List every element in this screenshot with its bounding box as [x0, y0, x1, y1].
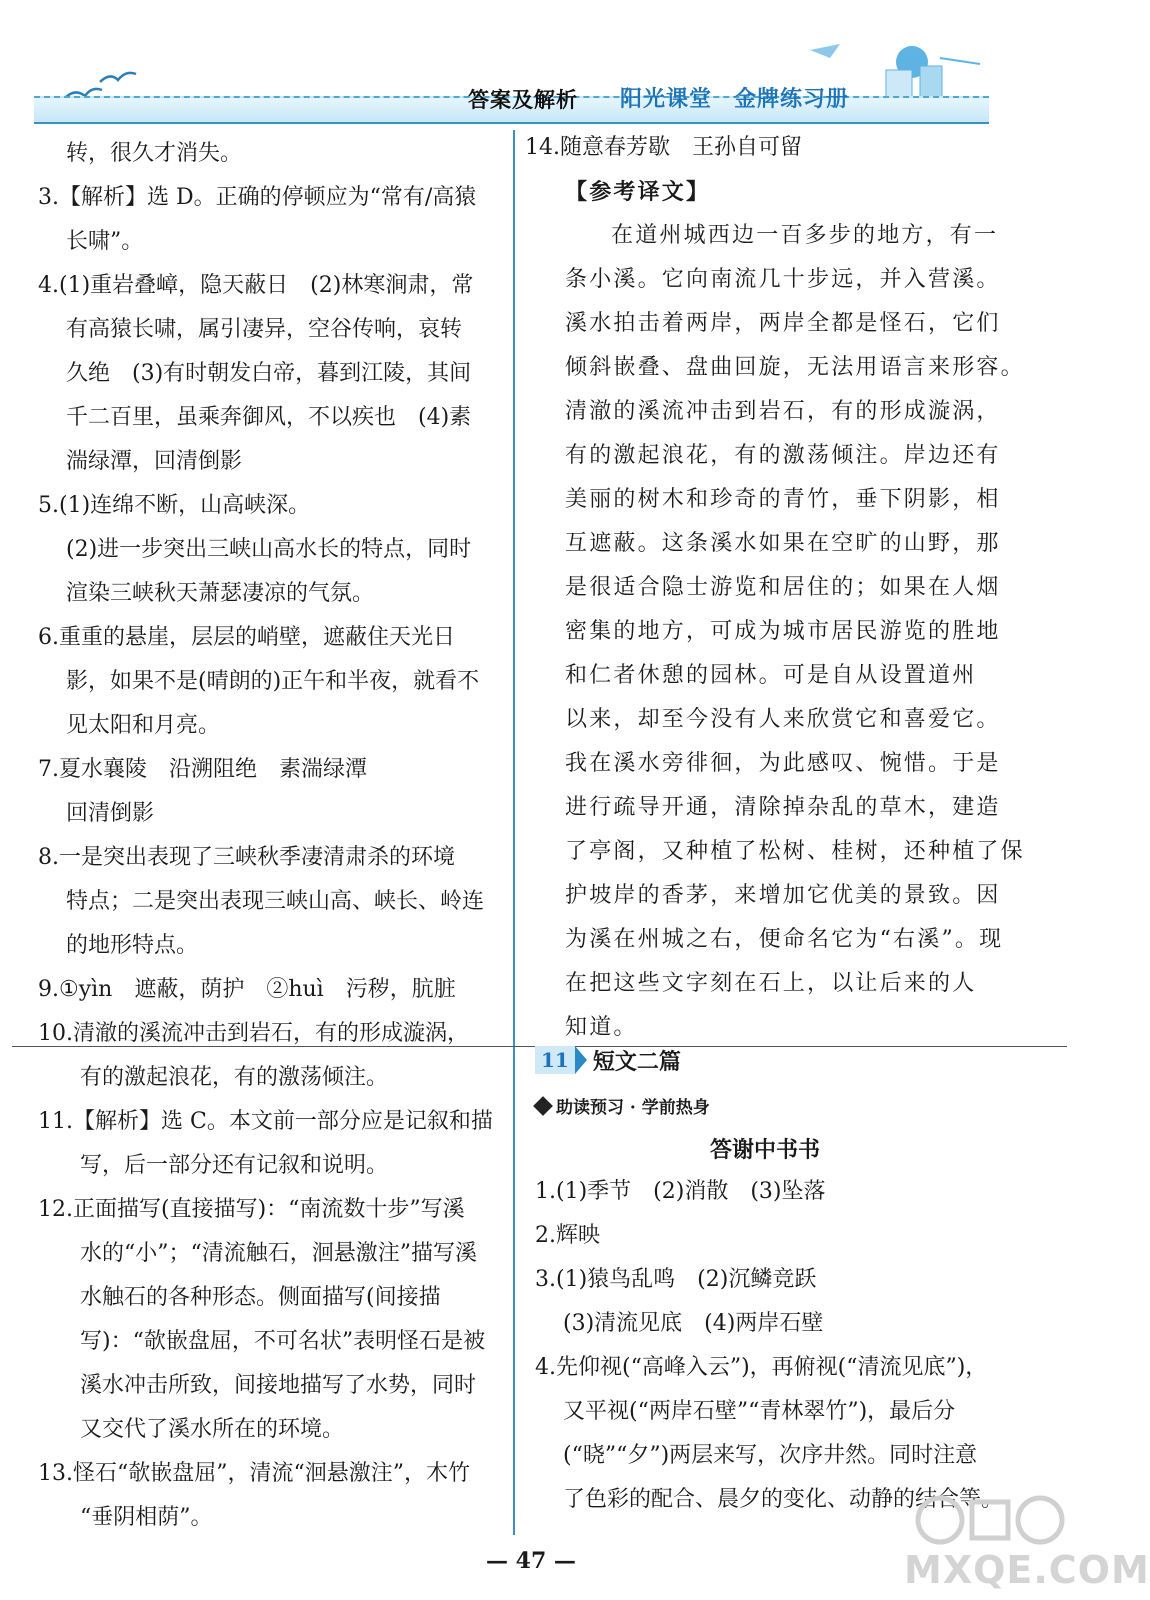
text-line: 了色彩的配合、晨夕的变化、动静的结合等。: [563, 1487, 1004, 1512]
text-line: “垂阴相荫”。: [80, 1505, 213, 1530]
text-line: 渲染三峡秋天萧瑟凄凉的气氛。: [66, 581, 375, 606]
right-column: [525, 126, 1025, 1050]
text-line: 又交代了溪水所在的环境。: [80, 1417, 345, 1442]
translation-line: 在道州城西边一百多步的地方，有一: [611, 223, 999, 248]
text-line: 有的激起浪花，有的激荡倾注。: [80, 1065, 389, 1090]
translation-line: 护坡岸的香茅，来增加它优美的景致。因: [565, 883, 1001, 908]
text-line: 写)：“欹嵌盘屈，不可名状”表明怪石是被: [80, 1329, 486, 1354]
translation-line: 在把这些文字刻在石上，以让后来的人: [565, 971, 977, 996]
sub-heading: [536, 1093, 710, 1118]
answer-12: 12.正面描写(直接描写)：“南流数十步”写溪: [38, 1197, 465, 1222]
answer-11: 11.【解析】选 C。本文前一部分应是记叙和描: [38, 1109, 493, 1134]
text-line: (3)清流见底 (4)两岸石壁: [563, 1311, 824, 1336]
translation-line: 有的激起浪花，有的激荡倾注。岸边还有: [565, 443, 1001, 468]
answer-7: 7.夏水襄陵 沿溯阻绝 素湍绿潭: [38, 757, 367, 782]
translation-line: 以来，却至今没有人来欣赏它和喜爱它。: [565, 707, 1001, 732]
answer-3: 3.【解析】选 D。正确的停顿应为“常有/高猿: [38, 185, 477, 210]
brand-name-1: 阳光课堂: [620, 86, 713, 112]
translation-line: 条小溪。它向南流几十步远，并入营溪。: [565, 267, 1001, 292]
text-line: 久绝 (3)有时朝发白帝，暮到江陵，其间: [66, 361, 472, 386]
text-line: (2)进一步突出三峡山高水长的特点，同时: [66, 537, 472, 562]
section-heading: [535, 1044, 681, 1076]
section-title: 短文二篇: [592, 1048, 681, 1075]
text-line: (“晓”“夕”)两层来写，次序井然。同时注意: [563, 1443, 978, 1468]
answer-9: 9.①yìn 遮蔽，荫护 ②huì 污秽，肮脏: [38, 977, 456, 1002]
text-line: 转，很久才消失。: [66, 141, 243, 166]
header-brand: [620, 82, 871, 113]
text-line: 有高猿长啸，属引凄异，空谷传响，哀转: [66, 317, 463, 342]
header-title: 答案及解析: [468, 87, 578, 112]
sub-heading-label: 助读预习 · 学前热身: [556, 1098, 710, 1118]
answer-6: 6.重重的悬崖，层层的峭壁，遮蔽住天光日: [38, 625, 455, 650]
lesson-title: 答谢中书书: [709, 1137, 820, 1163]
translation-line: 了亭阁，又种植了松树、桂树，还种植了保: [565, 839, 1025, 864]
section-number: 11: [535, 1046, 575, 1074]
answer-4: 4.先仰视(“高峰入云”)，再俯视(“清流见底”)，: [535, 1355, 988, 1380]
translation-line: 我在溪水旁徘徊，为此感叹、惋惜。于是: [565, 751, 1001, 776]
translation-heading: 【参考译文】: [565, 179, 711, 205]
translation-line: 为溪在州城之右，便命名它为“右溪”。现: [565, 927, 1004, 952]
watermark-text: MXQE.COM: [904, 1548, 1150, 1592]
translation-line: 溪水拍击着两岸，两岸全都是怪石，它们: [565, 311, 1001, 336]
watermark-logo-icon: [900, 1490, 1080, 1550]
answer-13: 13.怪石“欹嵌盘屈”，清流“洄悬激注”，木竹: [38, 1461, 470, 1486]
translation-line: 密集的地方，可成为城市居民游览的胜地: [565, 619, 1001, 644]
lesson-title-wrap: [525, 1128, 1005, 1172]
text-line: 写，后一部分还有记叙和说明。: [80, 1153, 389, 1178]
reference-translation: [525, 170, 1025, 1050]
text-line: 特点；二是突出表现三峡山高、峡长、岭连: [66, 889, 485, 914]
translation-line: 知道。: [565, 1015, 638, 1040]
translation-line: 是很适合隐士游览和居住的；如果在人烟: [565, 575, 1001, 600]
text-line: 影，如果不是(晴朗的)正午和半夜，就看不: [66, 669, 480, 694]
lesson-answers: [535, 1170, 1005, 1522]
text-line: 的地形特点。: [66, 933, 199, 958]
page-number: — 47 —: [486, 1548, 576, 1574]
answer-2: 2.辉映: [535, 1223, 600, 1248]
translation-line: 和仁者休憩的园林。可是自从设置道州: [565, 663, 977, 688]
answer-4: 4.(1)重岩叠嶂，隐天蔽日 (2)林寒涧肃，常: [38, 273, 474, 298]
answer-14: 14.随意春芳歇 王孙自可留: [525, 135, 802, 160]
text-line: 水触石的各种形态。侧面描写(间接描: [80, 1285, 441, 1310]
answer-3: 3.(1)猿鸟乱鸣 (2)沉鳞竞跃: [535, 1267, 817, 1292]
translation-line: 倾斜嵌叠、盘曲回旋，无法用语言来形容。: [565, 355, 1025, 380]
answer-8: 8.一是突出表现了三峡秋季凄清肃杀的环境: [38, 845, 455, 870]
answer-1: 1.(1)季节 (2)消散 (3)坠落: [535, 1179, 826, 1204]
translation-line: 清澈的溪流冲击到岩石，有的形成漩涡，: [565, 399, 1001, 424]
page-header: [0, 0, 1093, 130]
text-line: 湍绿潭，回清倒影: [66, 449, 243, 474]
answer-5: 5.(1)连绵不断，山高峡深。: [38, 493, 311, 518]
text-line: 见太阳和月亮。: [66, 713, 221, 738]
translation-line: 美丽的树木和珍奇的青竹，垂下阴影，相: [565, 487, 1001, 512]
text-line: 水的“小”；“清流触石，洄悬激注”描写溪: [80, 1241, 477, 1266]
text-line: 长啸”。: [66, 229, 144, 254]
column-divider: [513, 130, 515, 1535]
translation-line: 进行疏导开通，清除掉杂乱的草木，建造: [565, 795, 1001, 820]
answer-10: 10.清澈的溪流冲击到岩石，有的形成漩涡，: [38, 1021, 469, 1046]
brand-name-2: 金牌练习册: [734, 86, 850, 112]
text-line: 回清倒影: [66, 801, 155, 826]
text-line: 又平视(“两岸石壁”“青林翠竹”)，最后分: [563, 1399, 956, 1424]
left-column: [38, 132, 508, 1540]
arrow-icon: [575, 1046, 587, 1074]
watermark: [900, 1490, 1150, 1600]
text-line: 千二百里，虽乘奔御风，不以疾也 (4)素: [66, 405, 472, 430]
diamond-icon: [533, 1096, 553, 1116]
text-line: 溪水冲击所致，间接地描写了水势，同时: [80, 1373, 477, 1398]
translation-line: 互遮蔽。这条溪水如果在空旷的山野，那: [565, 531, 1001, 556]
